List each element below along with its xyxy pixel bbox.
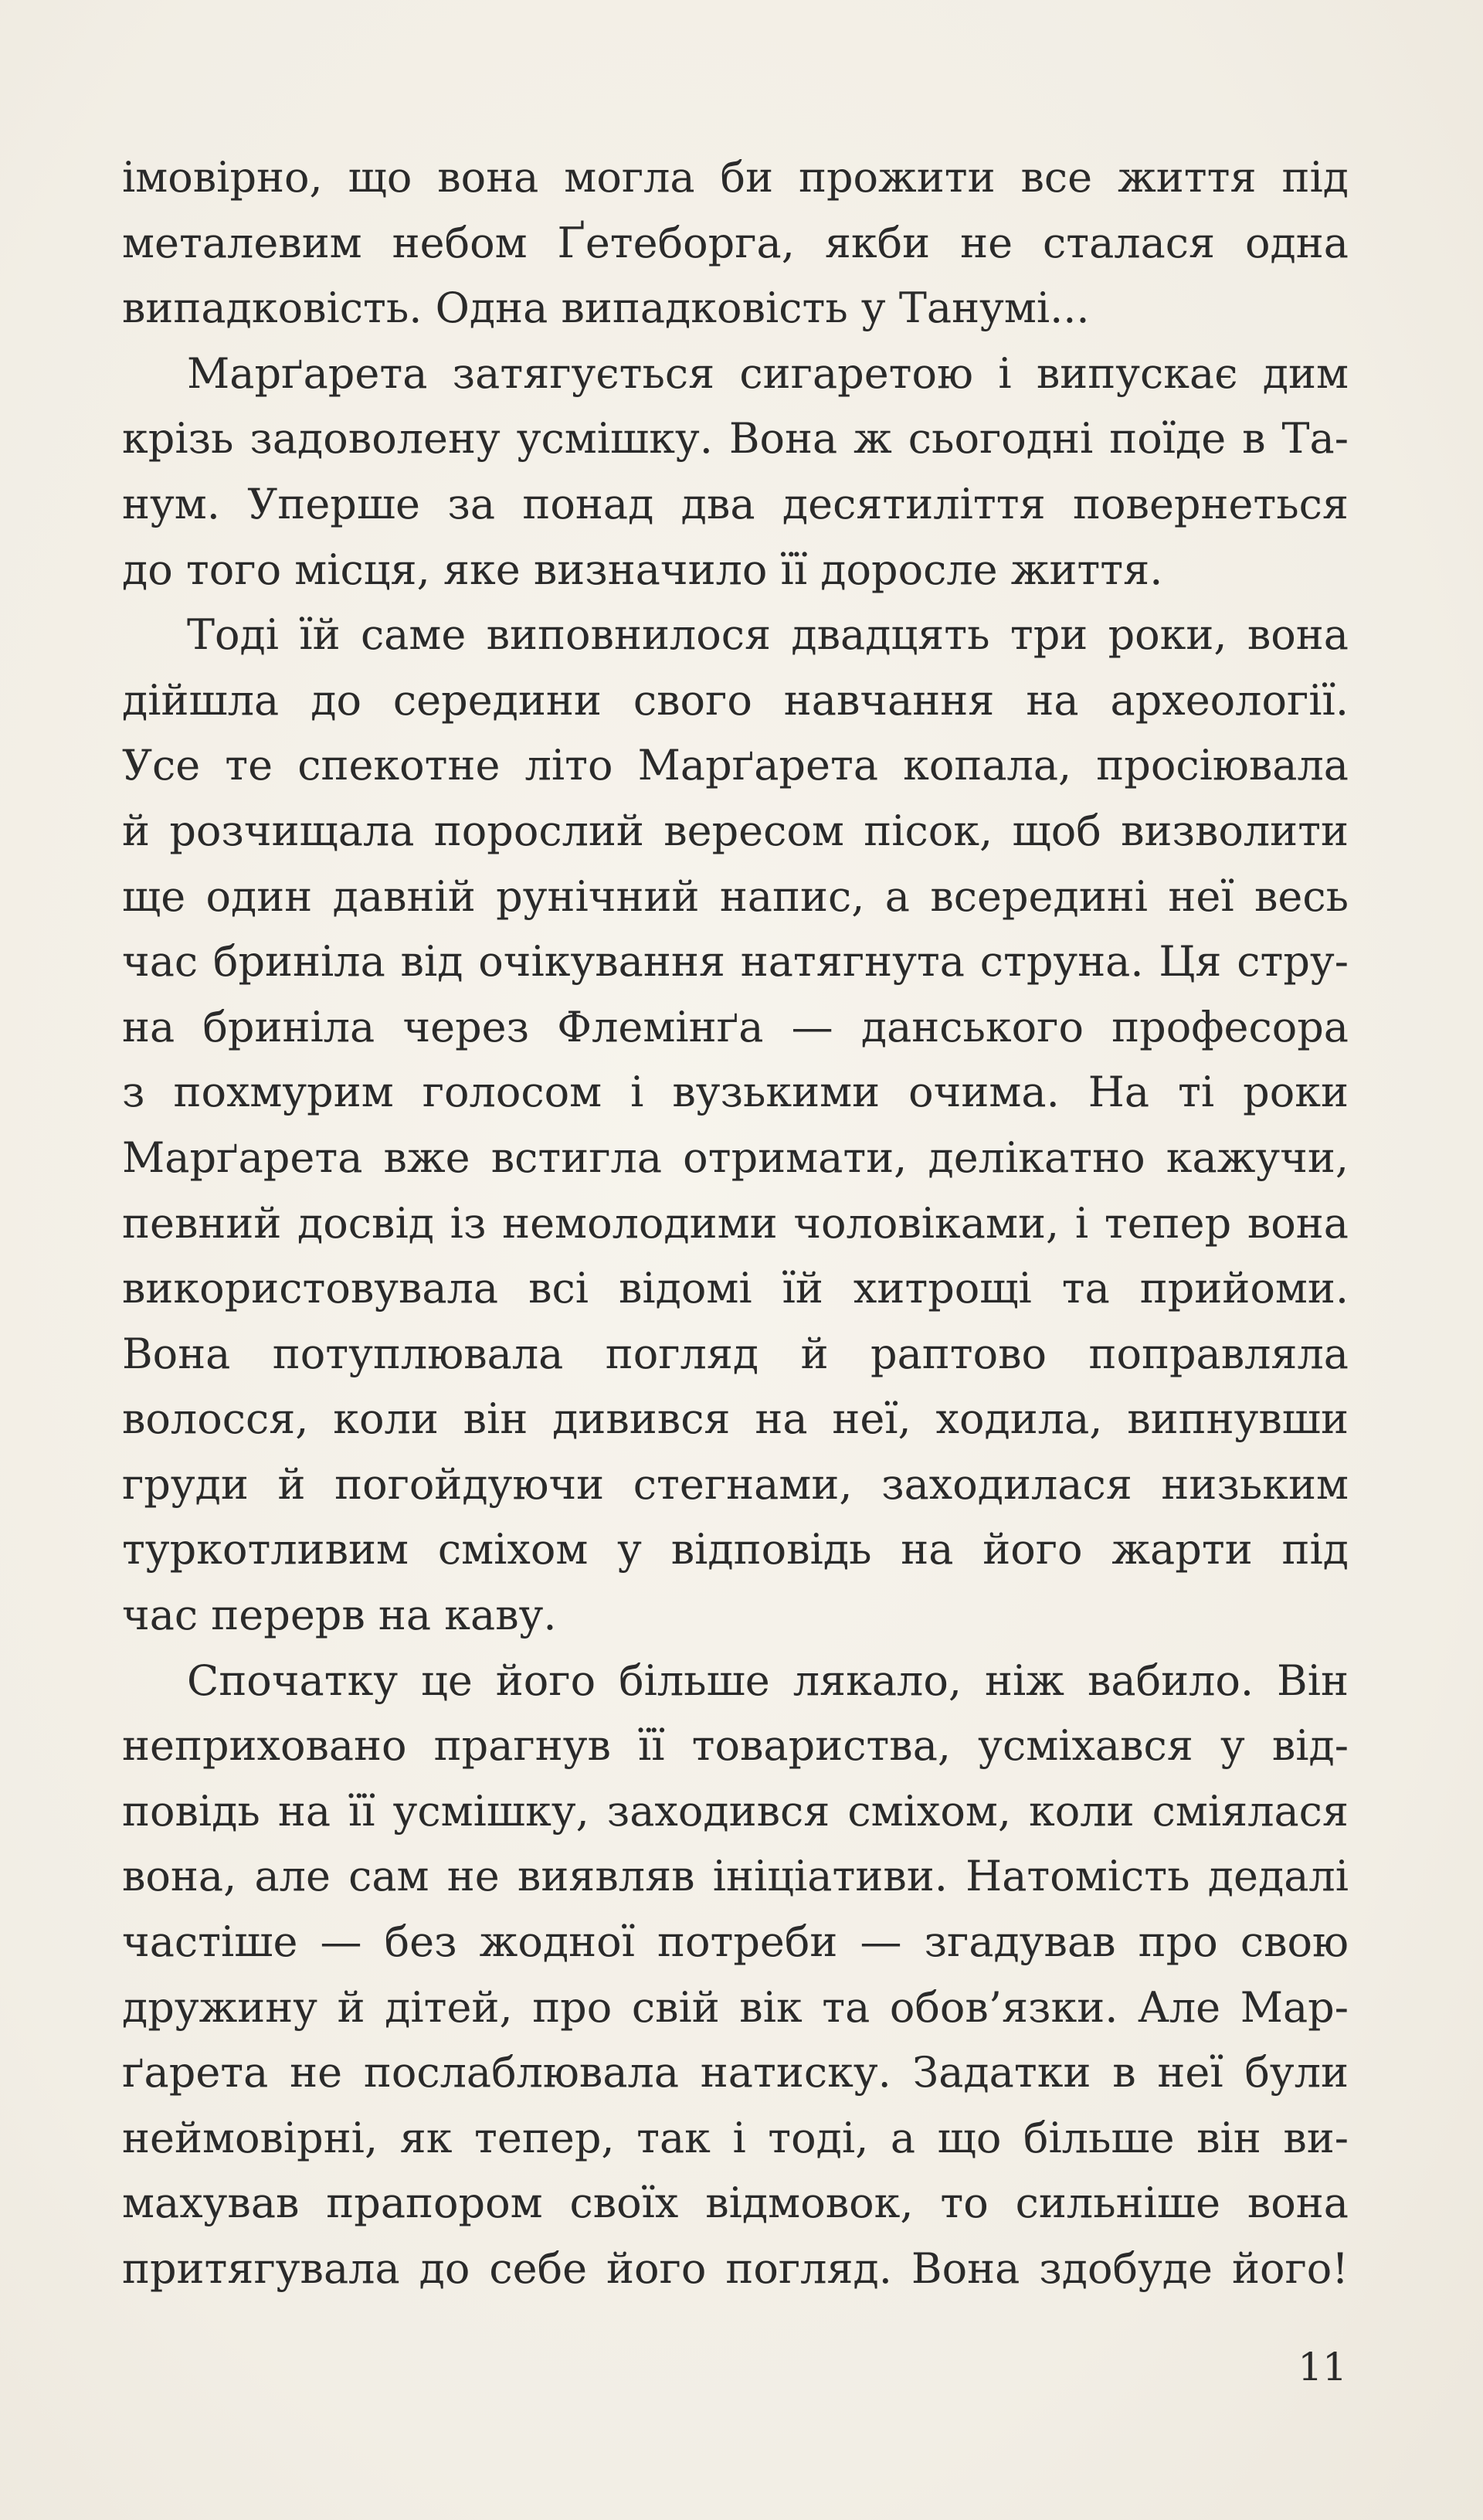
text-line: Марґарета вже встигла отримати, делікатно кажучи,: [122, 1133, 1349, 1182]
text-line: притягувала до себе його погляд. Вона здобуде його!: [122, 2244, 1349, 2293]
text-line: повідь на її усмішку, заходився сміхом, коли сміялася: [122, 1786, 1349, 1836]
text-line: частіше — без жодної потреби — згадував про свою: [122, 1917, 1349, 1967]
text-line: на бриніла через Флемінґа — данського професора: [122, 1002, 1349, 1051]
text-line: крізь задоволену усмішку. Вона ж сьогодні поїде в Та-: [122, 414, 1349, 464]
text-line: час бриніла від очікування натягнута струна. Ця стру-: [122, 937, 1349, 987]
text-line: груди й погойдуючи стегнами, заходилася низьким: [122, 1459, 1349, 1509]
text-line: використовувала всі відомі їй хитрощі та прийоми.: [122, 1264, 1349, 1313]
text-line: неймовірні, як тепер, так і тоді, а що більше він ви-: [122, 2113, 1349, 2162]
text-line: Усе те спекотне літо Марґарета копала, просіювала: [122, 741, 1349, 790]
body-text: [122, 145, 1349, 2302]
text-line: дружину й дітей, про свій вік та обов’язки. Але Мар-: [122, 1982, 1349, 2032]
text-line: певний досвід із немолодими чоловіками, і тепер вона: [122, 1198, 1349, 1248]
text-line: ґарета не послаблювала натиску. Задатки в неї були: [122, 2048, 1349, 2097]
text-line: волосся, коли він дивився на неї, ходила, випнувши: [122, 1394, 1349, 1444]
page-number: 11: [1298, 2345, 1347, 2389]
text-line: Марґарета затягується сигаретою і випускає дим: [187, 348, 1349, 398]
text-line: туркотливим сміхом у відповідь на його жарти під: [122, 1525, 1349, 1574]
text-line: з похмурим голосом і вузькими очима. На ті роки: [122, 1068, 1349, 1117]
text-line: махував прапором своїх відмовок, то сильніше вона: [122, 2179, 1349, 2228]
text-line: нум. Уперше за понад два десятиліття повернеться: [122, 479, 1349, 528]
text-line: випадковість. Одна випадковість у Танумі...: [122, 284, 1090, 333]
text-line: ще один давній рунічний напис, а всередині неї весь: [122, 871, 1349, 921]
text-line: й розчищала порослий вересом пісок, щоб визволити: [122, 806, 1349, 855]
text-line: до того місця, яке визначило її доросле життя.: [122, 545, 1163, 594]
text-line: вона, але сам не виявляв ініціативи. Натомість дедалі: [122, 1852, 1349, 1901]
text-line: час перерв на каву.: [122, 1591, 557, 1640]
text-line: Тоді їй саме виповнилося двадцять три роки, вона: [187, 610, 1349, 660]
text-line: металевим небом Ґетеборга, якби не сталася одна: [122, 218, 1349, 267]
text-line: імовірно, що вона могла би прожити все життя під: [122, 153, 1349, 202]
text-line: Вона потуплювала погляд й раптово поправляла: [122, 1329, 1349, 1378]
text-line: дійшла до середини свого навчання на археології.: [122, 675, 1349, 725]
text-line: неприховано прагнув її товариства, усміхався у від-: [122, 1721, 1349, 1771]
text-line: Спочатку це його більше лякало, ніж вабило. Він: [187, 1656, 1349, 1705]
